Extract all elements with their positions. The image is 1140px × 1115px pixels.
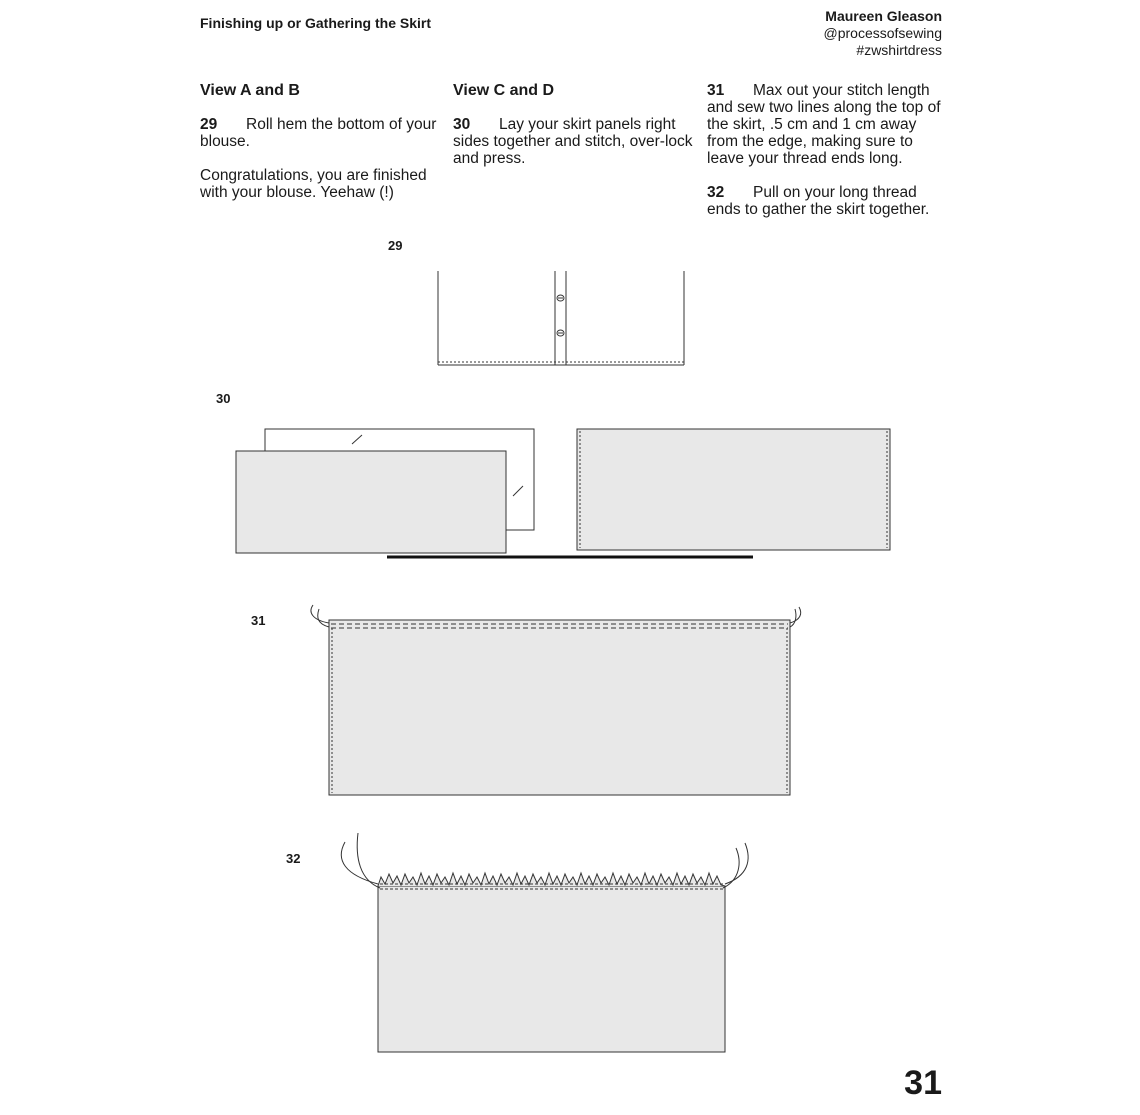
figure-29-label: 29 xyxy=(388,238,403,253)
step-text: Pull on your long thread ends to gather the skirt together. xyxy=(707,184,930,218)
figure-30-label: 30 xyxy=(216,391,231,406)
figure-32-gathered-skirt xyxy=(341,833,748,1052)
figure-32-label: 32 xyxy=(286,851,301,866)
step-number: 30 xyxy=(453,116,471,133)
congratulations-text: Congratulations, you are finished with your blouse. Yeehaw (!) xyxy=(200,167,427,201)
step-number: 32 xyxy=(707,184,725,201)
column-heading: View A and B xyxy=(200,82,300,99)
author-handle: @processofsewing xyxy=(823,25,942,41)
author-hashtag: #zwshirtdress xyxy=(856,42,942,58)
step-number: 29 xyxy=(200,116,218,133)
column-heading: View C and D xyxy=(453,82,555,99)
figure-29-blouse-hem xyxy=(438,271,684,365)
figure-31-label: 31 xyxy=(251,613,266,628)
section-title: Finishing up or Gathering the Skirt xyxy=(200,15,432,31)
step-text: Lay your skirt panels right sides together and stitch, over-lock and press. xyxy=(453,116,693,167)
figure-30-skirt-panels xyxy=(236,429,890,557)
step-text: Roll hem the bottom of your blouse. xyxy=(200,116,437,150)
step-text: Max out your stitch length and sew two lines along the top of the skirt, .5 cm and 1 cm away from the edge, making sure to leave your thread ends long. xyxy=(707,82,941,167)
step-number: 31 xyxy=(707,82,725,99)
page-number: 31 xyxy=(904,1064,942,1102)
figure-31-basting-lines xyxy=(311,605,801,795)
author-name: Maureen Gleason xyxy=(825,8,942,24)
